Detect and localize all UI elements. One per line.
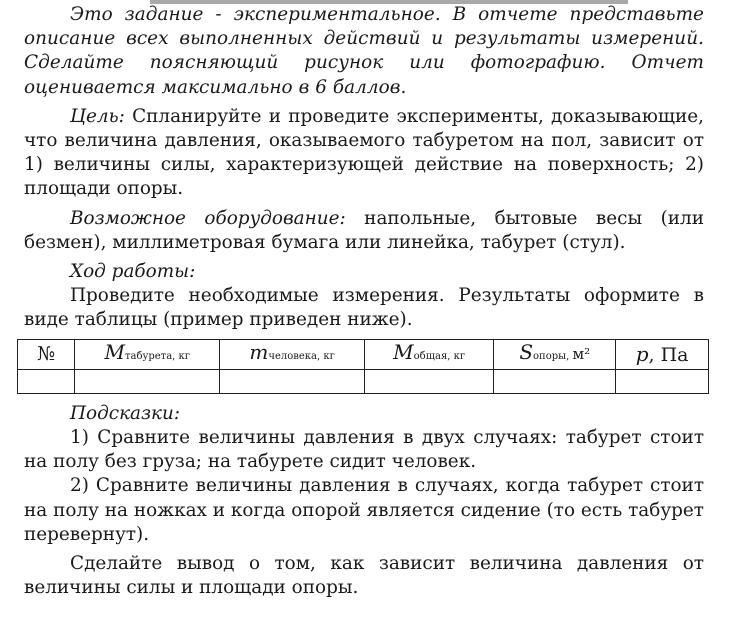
equipment-text: напольные, бытовые весы (или безмен), миллиметровая бумага или линейка, табурет (стул). bbox=[24, 207, 704, 253]
header-total-mass: Mобщая, кг bbox=[365, 339, 494, 369]
table-cell bbox=[18, 369, 75, 393]
table-cell bbox=[494, 369, 616, 393]
measurement-table bbox=[17, 339, 709, 394]
hint-item-2: 2) Сравните величины давления в случаях, когда табурет стоит на полу на ножках и когда опорой является сидение (то есть табурет перевернут). bbox=[24, 475, 704, 545]
table-cell bbox=[220, 369, 365, 393]
goal-text: Спланируйте и проведите эксперименты, доказывающие, что величина давления, оказываемого табуретом на пол, зависит от 1) величины силы, характеризующей действие на поверхность; 2) площади опоры. bbox=[24, 105, 704, 200]
equipment-label: Возможное оборудование: bbox=[70, 207, 346, 229]
header-stool-mass: Mтабурета, кг bbox=[75, 339, 220, 369]
table-header-row bbox=[18, 339, 709, 369]
goal-label: Цель: bbox=[70, 105, 125, 127]
hint-item-1: 1) Сравните величины давления в двух случаях: табурет стоит на полу без груза; на табурете сидит человек. bbox=[24, 427, 704, 473]
procedure-heading: Ход работы: bbox=[70, 261, 196, 283]
conclusion-paragraph: Сделайте вывод о том, как зависит величина давления от величины силы и площади опоры. bbox=[24, 553, 704, 599]
header-person-mass: mчеловека, кг bbox=[220, 339, 365, 369]
intro-paragraph: Это задание - экспериментальное. В отчете представьте описание всех выполненных действий и результаты измерений. Сделайте поясняющий рисунок или фотографию. Отчет оценивается максимально в 6 баллов. bbox=[24, 4, 704, 98]
table-cell bbox=[365, 369, 494, 393]
goal-paragraph bbox=[24, 105, 704, 202]
header-pressure: p, Па bbox=[616, 339, 709, 369]
table-row bbox=[18, 369, 709, 393]
document-page bbox=[24, 3, 704, 600]
procedure-text: Проведите необходимые измерения. Результаты оформите в виде таблицы (пример приведен ниже). bbox=[24, 285, 704, 331]
table-cell bbox=[75, 369, 220, 393]
hints-title: Подсказки: bbox=[70, 402, 181, 424]
header-support-area: Sопоры, м² bbox=[494, 339, 616, 369]
table-cell bbox=[616, 369, 709, 393]
header-number: № bbox=[18, 339, 75, 369]
equipment-paragraph bbox=[24, 207, 704, 255]
